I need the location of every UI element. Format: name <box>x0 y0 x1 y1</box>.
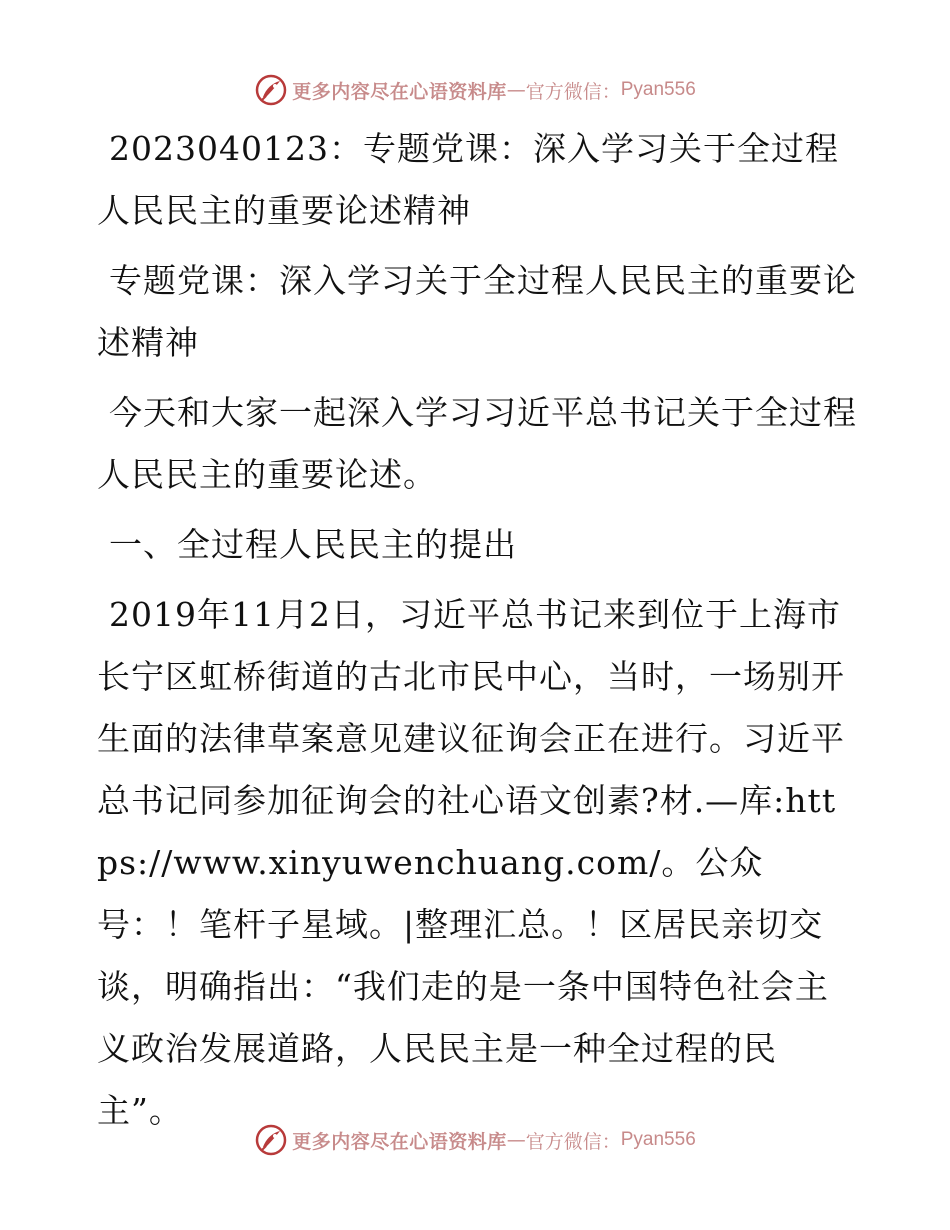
document-body <box>97 118 857 1150</box>
section-heading: 一、全过程人民民主的提出 <box>109 525 517 564</box>
doc-subtitle: 专题党课：深入学习关于全过程人民民主的重要论述精神 <box>97 261 857 362</box>
doc-intro: 今天和大家一起深入学习习近平总书记关于全过程人民民主的重要论述。 <box>97 393 857 494</box>
footer-banner <box>0 1120 950 1160</box>
pen-logo-icon <box>254 73 288 107</box>
body-paragraph: 2019年11月2日，习近平总书记来到位于上海市长宁区虹桥街道的古北市民中心，当时，一场别开生面的法律草案意见建议征询会正在进行。习近平总书记同参加征询会的社心语文创素?材.—库:https://www.xinyuwenchuang.com/。公众号：！笔杆子星域。|整理汇总。！区居民亲切交谈，明确指出：“我们走的是一条中国特色社会主义政治发展道路，人民民主是一种全过程的民主”。 <box>97 595 845 1130</box>
banner-wechat-id: Pyan556 <box>620 1129 696 1150</box>
banner-wechat-label: 官方微信： <box>525 80 621 103</box>
banner-wechat-label: 官方微信： <box>525 1130 621 1153</box>
header-banner <box>0 70 950 110</box>
banner-wechat-id: Pyan556 <box>620 79 696 100</box>
banner-dash: — <box>506 1129 526 1151</box>
pen-logo-icon <box>254 1123 288 1157</box>
banner-brand: 更多内容尽在心语资料库 <box>292 1130 507 1153</box>
banner-brand: 更多内容尽在心语资料库 <box>292 80 507 103</box>
doc-title: 2023040123：专题党课：深入学习关于全过程人民民主的重要论述精神 <box>97 129 839 230</box>
banner-dash: — <box>506 79 526 101</box>
